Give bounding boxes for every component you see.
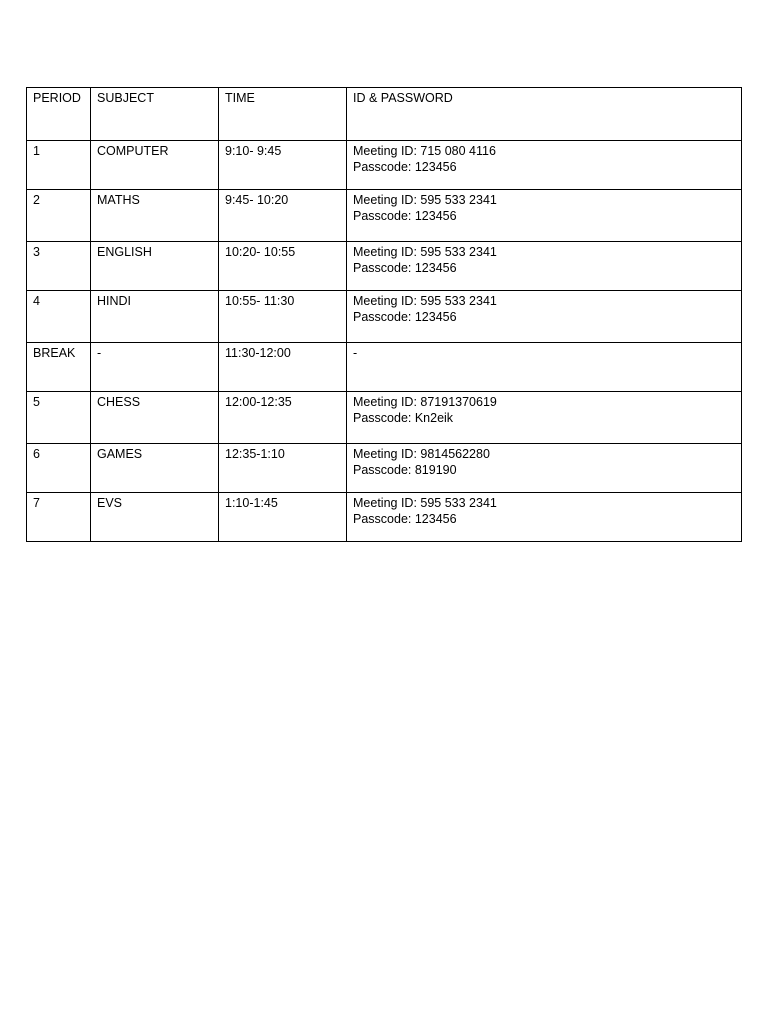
table-row <box>27 343 742 392</box>
cell-id-password <box>347 291 742 343</box>
passcode: Passcode: 123456 <box>353 310 457 324</box>
cell-time: 11:30-12:00 <box>219 343 347 392</box>
cell-period: 3 <box>27 242 91 291</box>
timetable <box>26 87 742 542</box>
cell-subject: MATHS <box>91 190 219 242</box>
passcode: Passcode: Kn2eik <box>353 411 454 425</box>
cell-subject: - <box>91 343 219 392</box>
passcode: Passcode: 819190 <box>353 463 457 477</box>
cell-id-password <box>347 242 742 291</box>
cell-subject: ENGLISH <box>91 242 219 291</box>
meeting-id: Meeting ID: 715 080 4116 <box>353 144 496 158</box>
passcode: Passcode: 123456 <box>353 261 457 275</box>
cell-period: 2 <box>27 190 91 242</box>
meeting-id: Meeting ID: 595 533 2341 <box>353 294 497 308</box>
cell-subject: CHESS <box>91 392 219 444</box>
table-row <box>27 291 742 343</box>
cell-subject: HINDI <box>91 291 219 343</box>
header-id-password: ID & PASSWORD <box>347 88 742 141</box>
cell-id-password <box>347 444 742 493</box>
cell-subject: EVS <box>91 493 219 542</box>
cell-id-password <box>347 343 742 392</box>
cell-id-password <box>347 190 742 242</box>
table-row <box>27 141 742 190</box>
cell-time: 12:35-1:10 <box>219 444 347 493</box>
cell-time: 9:10- 9:45 <box>219 141 347 190</box>
passcode: Passcode: 123456 <box>353 209 457 223</box>
table-row <box>27 190 742 242</box>
table-header-row <box>27 88 742 141</box>
meeting-id: Meeting ID: 87191370619 <box>353 395 497 409</box>
table-row <box>27 493 742 542</box>
cell-time: 9:45- 10:20 <box>219 190 347 242</box>
cell-time: 10:55- 11:30 <box>219 291 347 343</box>
table-row <box>27 392 742 444</box>
header-subject: SUBJECT <box>91 88 219 141</box>
meeting-id: Meeting ID: 9814562280 <box>353 447 490 461</box>
passcode: Passcode: 123456 <box>353 512 457 526</box>
meeting-id: Meeting ID: 595 533 2341 <box>353 245 497 259</box>
header-time: TIME <box>219 88 347 141</box>
cell-period: 1 <box>27 141 91 190</box>
cell-time: 12:00-12:35 <box>219 392 347 444</box>
cell-subject: COMPUTER <box>91 141 219 190</box>
cell-period: 5 <box>27 392 91 444</box>
meeting-id: Meeting ID: 595 533 2341 <box>353 193 497 207</box>
meeting-id: Meeting ID: 595 533 2341 <box>353 496 497 510</box>
cell-id-password <box>347 141 742 190</box>
passcode: Passcode: 123456 <box>353 160 457 174</box>
header-period: PERIOD <box>27 88 91 141</box>
cell-subject: GAMES <box>91 444 219 493</box>
cell-period: 7 <box>27 493 91 542</box>
cell-time: 10:20- 10:55 <box>219 242 347 291</box>
cell-period: BREAK <box>27 343 91 392</box>
cell-period: 4 <box>27 291 91 343</box>
cell-period: 6 <box>27 444 91 493</box>
cell-id-password <box>347 392 742 444</box>
cell-time: 1:10-1:45 <box>219 493 347 542</box>
table-row <box>27 444 742 493</box>
table-row <box>27 242 742 291</box>
cell-id-password <box>347 493 742 542</box>
meeting-id: - <box>353 346 358 360</box>
